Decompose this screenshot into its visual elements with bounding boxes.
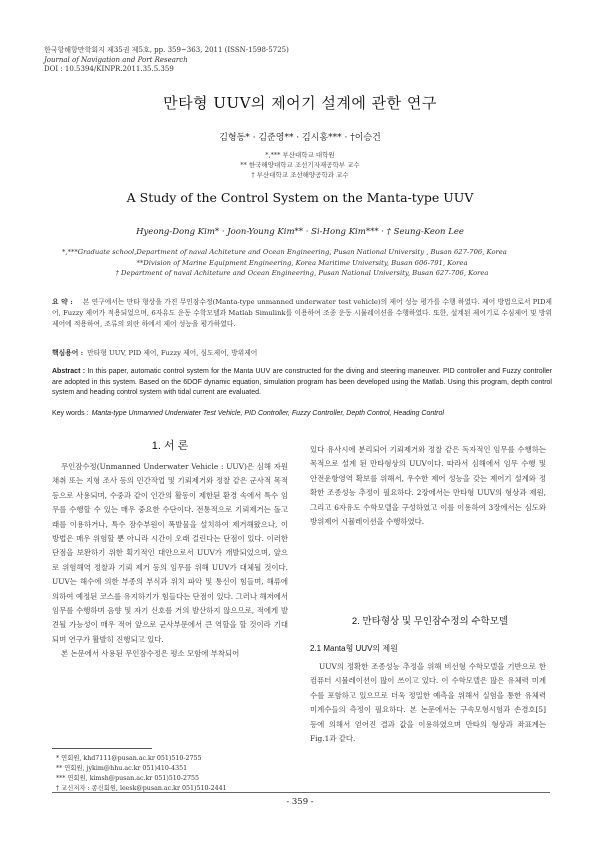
footnotes [56, 754, 227, 794]
keywords-ko-label: 핵심용어 : [52, 349, 84, 357]
section-2-heading: 2. 만타형상 및 무인잠수정의 수학모델 [351, 616, 509, 627]
affiliation-ko: ** 한국해양대학교 조선기자재공학부 교수 [240, 161, 360, 169]
abstract-ko-text: 본 연구에서는 만타 형상을 가진 무인잠수정(Manta-type unmanned underwater test vehicle)의 제어 성능 평가를 수행 하였다. 제어 방법으로서 PID제어, Fuzzy 제어가 적용되었으며, 6자유도 운동 수학모델과 Matlab Simulink를 이용하여 조종 운동 시뮬레이션을 수행하였다. 또한, 설계된 제어기로 수심제어 및 방위제어에 적용하여, 조류의 외란 하에서 제어 성능을 평가하였다. [52, 298, 552, 328]
page-number: - 359 - [286, 797, 314, 807]
keywords-ko [52, 347, 552, 357]
keywords-ko-text: 만타형 UUV, PID 제어, Fuzzy 제어, 심도제어, 방위제어 [87, 349, 258, 357]
subsection-2-1-heading: 2.1 Manta형 UUV의 제원 [310, 644, 398, 653]
paragraph: UUV의 정확한 조종성능 추정을 위해 비선형 수학모델을 기반으로 한 컴퓨터 시뮬레이션이 많이 쓰이고 있다. 이 수학모델은 많은 유체력 미계수를 포함하고 있으므로 더욱 정밀한 예측을 위해서 실험을 통한 유체력 미계수들의 측정이 필요하다. 본 논문에서는 구속모형시험과 손경호[5] 등에 의해서 얻어진 결과 값을 이용하였으며 만타의 형상과 좌표계는 Fig.1과 같다. [310, 662, 546, 744]
affiliation-ko: *,*** 부산대학교 대학원 [265, 151, 335, 159]
paper-title-ko: 만타형 UUV의 제어기 설계에 관한 연구 [163, 94, 437, 112]
affiliation-en: † Department of naval Achiteture and Ocean Engineering, Pusan National University, Busan 627-706, Korea [115, 269, 489, 277]
abstract-ko [52, 297, 552, 330]
section-1-heading: 1. 서 론 [151, 440, 189, 452]
abstract-ko-label: 요 약 : [52, 298, 73, 306]
affiliation-ko: † 부산대학교 조선해양공학과 교수 [251, 171, 349, 179]
footnote-divider [52, 748, 152, 749]
journal-header [44, 46, 289, 75]
affiliation-en: *,***Graduate school,Department of naval Achiteture and Ocean Engineering, Pusan National University , Busan 627-706, Korea [62, 248, 507, 256]
footnote: *** 연회원, kimsh@pusan.ac.kr 051)510-2755 [56, 775, 199, 782]
abstract-en [52, 367, 552, 399]
page-footer-rule [52, 792, 550, 793]
abstract-en-label: Abstract : [52, 368, 86, 375]
column-right-top [310, 443, 546, 529]
keywords-en [52, 410, 552, 417]
keywords-en-text: Manta-type Unmanned Underwater Test Vehicle, PID Controller, Fuzzy Controller, Depth Control, Heading Control [91, 410, 444, 417]
column-right-bottom [310, 660, 546, 746]
column-left [52, 460, 288, 662]
affiliation-en: **Division of Marine Equipment Engineering, Korea Maritime University, Busan 606-791, Korea [136, 258, 468, 267]
journal-header-en: Journal of Navigation and Port Research [44, 55, 188, 64]
authors-ko: 김형동* · 김준영** · 김시홍*** · †이승건 [219, 133, 381, 143]
journal-header-ko: 한국항해항만학회지 제35권 제5호, pp. 359~363, 2011 (ISSN-1598-5725) [44, 46, 289, 54]
footnote: ** 연회원, jykim@hhu.ac.kr 051)410-4351 [56, 765, 188, 772]
footnote: † 교신저자 : 종신회원, leesk@pusan.ac.kr 051)510-2441 [56, 785, 227, 792]
paragraph: 본 논문에서 사용된 무인잠수정은 평소 모함에 부착되어 [61, 649, 240, 659]
paragraph: 있다 유사시에 분리되어 기뢰제거와 정찰 같은 독자적인 임무를 수행하는 목적으로 설계 된 만타형상의 UUV이다. 따라서 심해에서 임무 수행 및 안전운항영역 확보를 위해서, 우수한 제어 성능을 갖는 제어기 설계와 정확한 조종성능 추정이 필요하다. 2장에서는 만타형 UUV의 형상과 제원, 그리고 6자유도 수학모델을 구성하였고 이를 이용하여 3장에서는 심도와 방위제어 시뮬레이션을 수행하였다. [310, 445, 546, 527]
abstract-en-text: In this paper, automatic control system for the Manta UUV are constructed for the diving and steering maneuver. PID controller and Fuzzy controller are adopted in this system. Based on the 6DOF dynamic equation, simulation program has been developed using the Matlab. Using this program, depth control system and heading control system with tidal current are evaluated. [52, 368, 552, 396]
authors-en: Hyeong-Dong Kim* · Joon-Young Kim** · Si-Hong Kim*** · † Seung-Keon Lee [136, 227, 464, 237]
paper-title-en: A Study of the Control System on the Manta-type UUV [126, 190, 474, 205]
affiliations-ko [0, 150, 600, 180]
footnote: * 연회원, khd7111@pusan.ac.kr 051)510-2755 [56, 755, 202, 762]
affiliations-en [52, 247, 552, 279]
paragraph: 무인잠수정(Unmanned Underwater Vehicle : UUV)은 심해 자원 채취 또는 지형 조사 등의 민간작업 및 기뢰제거와 정찰 같은 군사적 목적 등으로 사용되며, 수중과 같이 인간의 활동이 제한된 환경 속에서 특수 임무를 수행할 수 있는 매우 중요한 수단이다. 전통적으로 기뢰제거는 돌고래를 이용하거나, 특수 잠수부원이 폭발물을 설치하여 제거해왔으나, 이 방법은 매우 위험할 뿐 아니라 시간이 오래 걸린다는 단점이 있다. 이러한 단점을 보완하기 위한 획기적인 대안으로서 UUV가 개발되었으며, 앞으로 위험해역 정찰과 기뢰 제거 등의 임무를 위해 UUV가 대체될 것이다. UUV는 해수에 의한 부종의 부식과 위치 파악 및 통신이 힘들며, 해류에 의하여 예정된 코스를 유지하기가 힘들다는 단점이 있다. 그러나 해저에서 임무를 수행하며 음향 및 자기 신호를 거의 발산하지 않으므로, 적에게 발견될 가능성이 매우 적어 앞으로 군사부문에서 큰 역할을 할 것이라 기대되며 연구가 활발히 진행되고 있다. [52, 462, 288, 644]
keywords-en-label: Key words : [52, 410, 89, 417]
doi: DOI : 10.5394/KINPR.2011.35.5.359 [44, 65, 174, 73]
